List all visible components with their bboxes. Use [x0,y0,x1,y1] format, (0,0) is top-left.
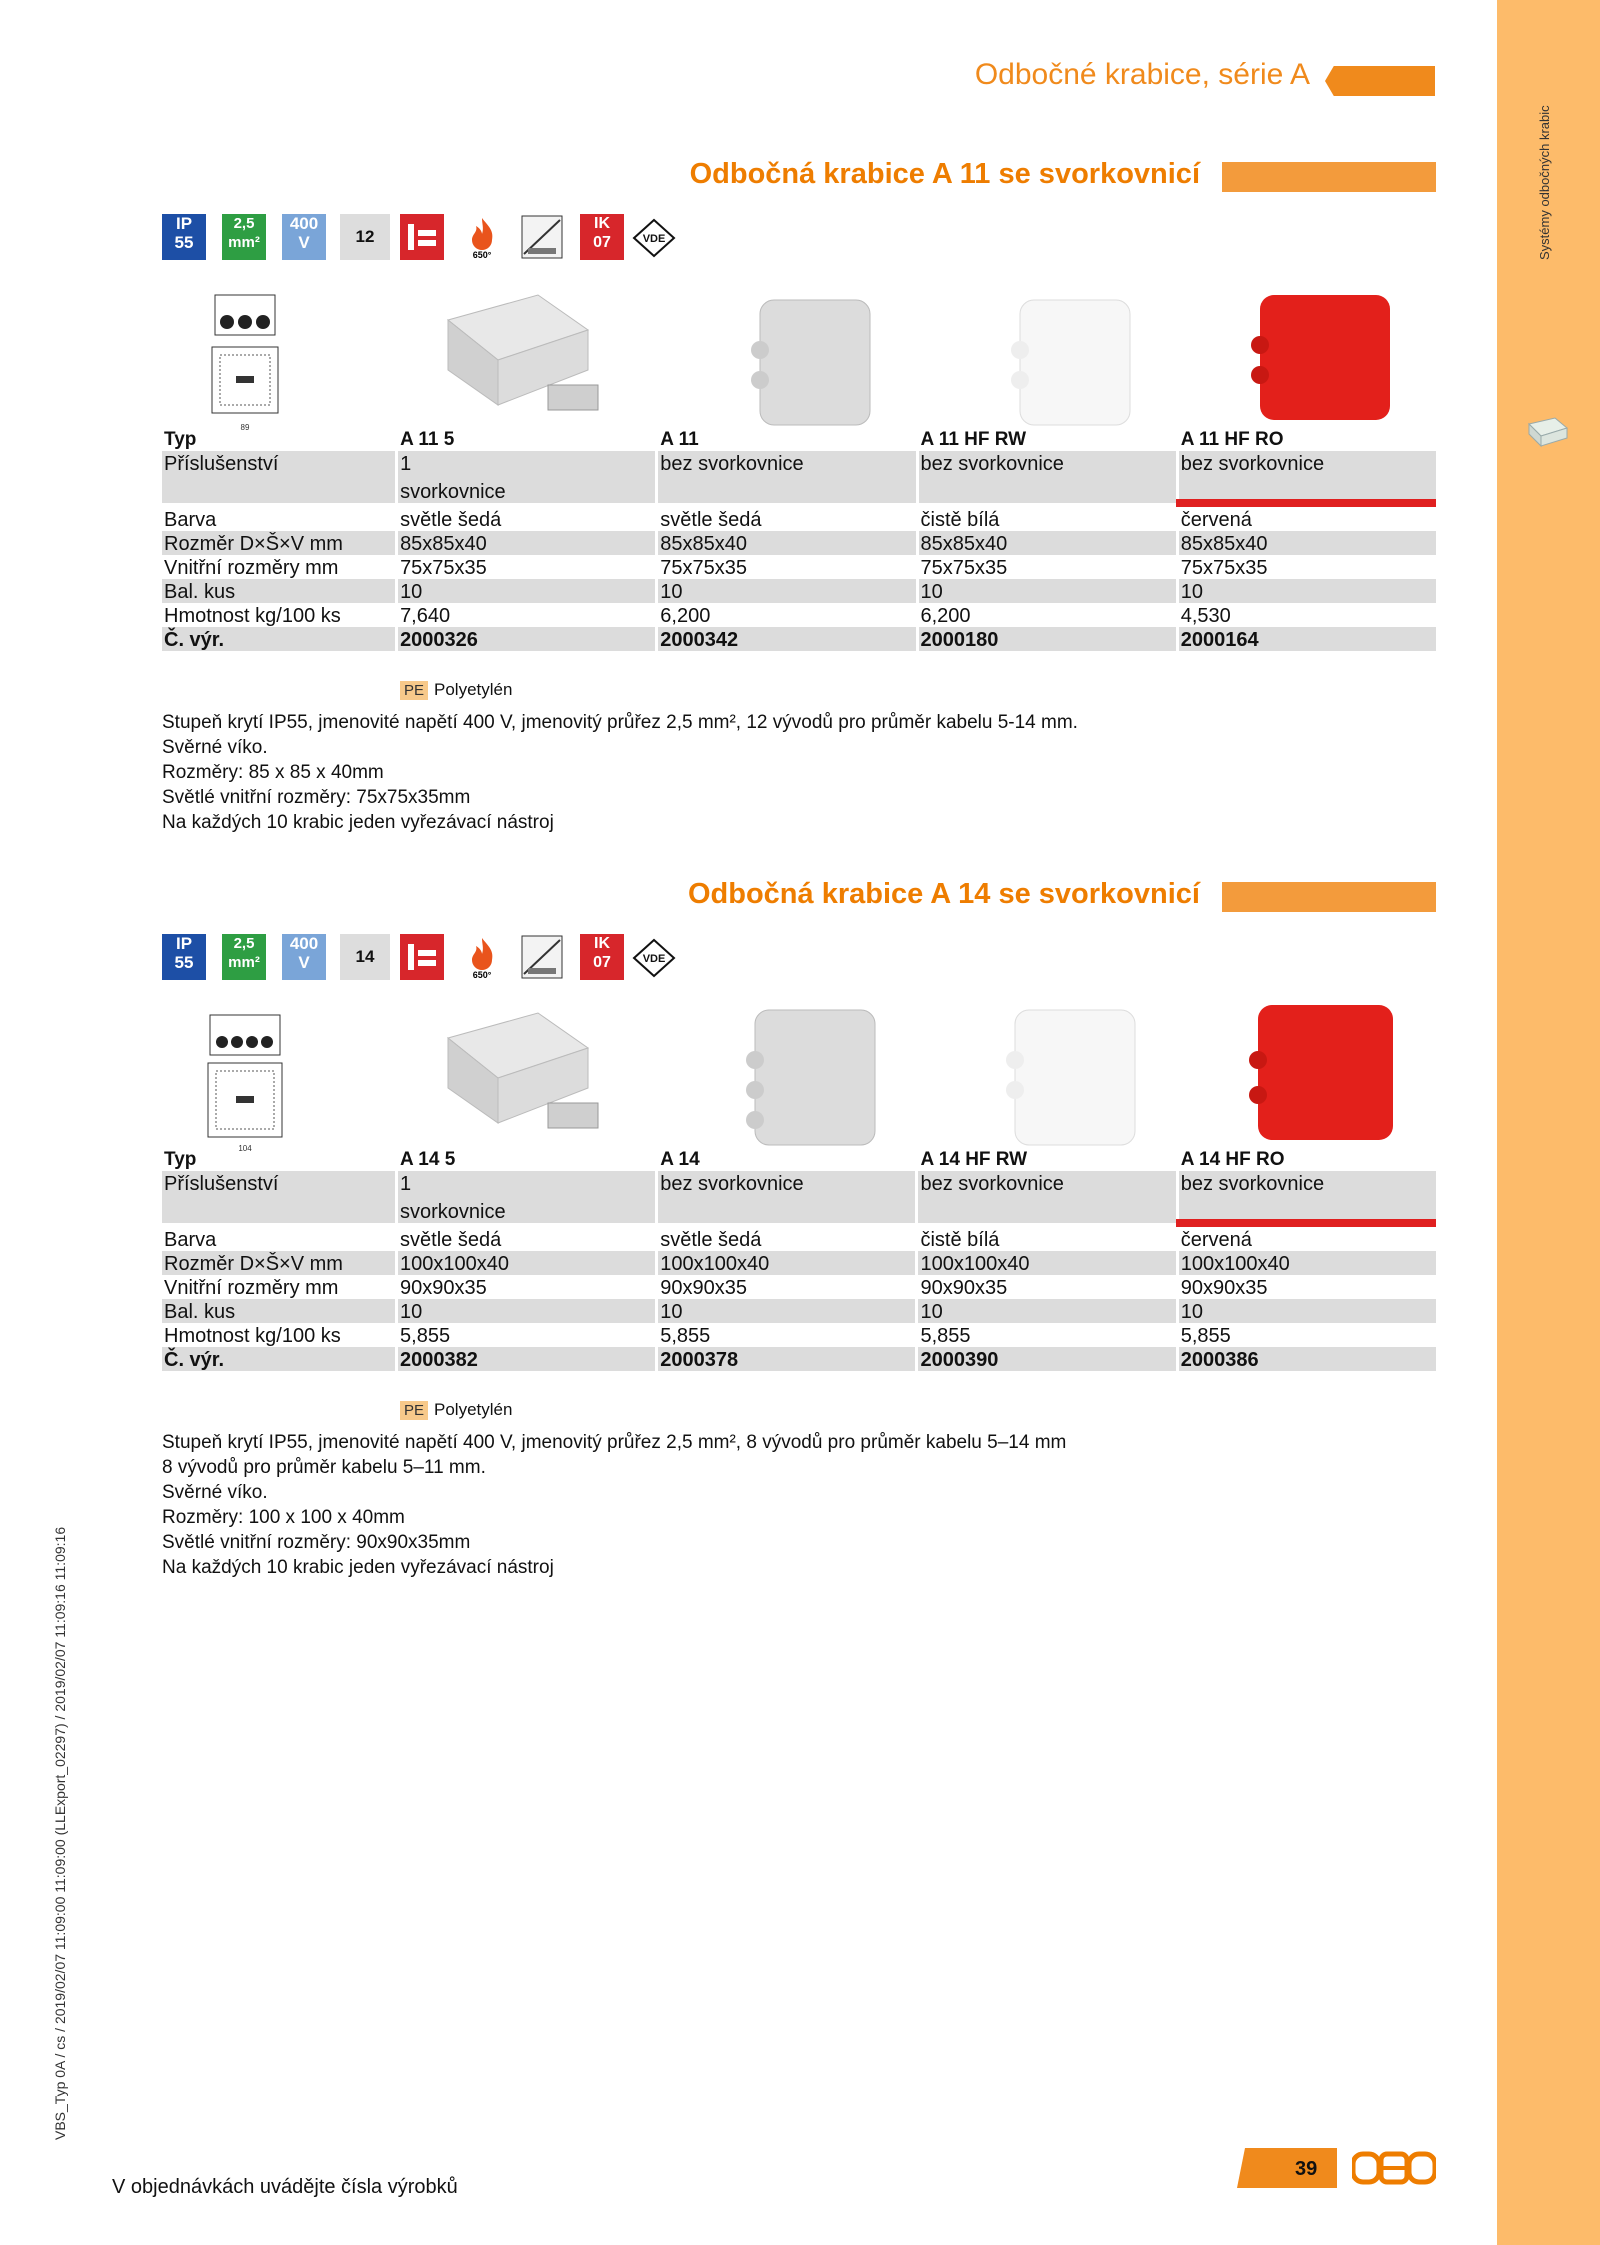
cutter-tool-icon [400,934,444,980]
dimension-value: 100x100x40 [1177,1251,1436,1275]
description-line: Stupeň krytí IP55, jmenovité napětí 400 V, jmenovitý průřez 2,5 mm², 12 vývodů pro průměr kabelu 5-14 mm. [162,712,1078,733]
dimension-value: 85x85x40 [917,531,1177,555]
article-number: 2000164 [1177,627,1436,651]
page-number-tab [1237,2148,1337,2188]
row-label: Bal. kus [162,1299,397,1323]
description-line: Rozměry: 100 x 100 x 40mm [162,1507,405,1528]
product-type: A 11 HF RW [917,427,1177,451]
product-photo-grey-with-terminal [428,1008,608,1158]
article-number: 2000390 [917,1347,1177,1371]
inner-dimension: 90x90x35 [917,1275,1177,1299]
material-note [400,1400,512,1420]
color-value: čistě bílá [917,503,1177,531]
material-badge: PE [400,681,428,700]
dimension-value: 85x85x40 [1177,531,1436,555]
pack-qty: 10 [917,1299,1177,1323]
description-line: Na každých 10 krabic jeden vyřezávací nástroj [162,1557,554,1578]
vde-mark-icon [632,214,676,260]
pack-qty: 10 [1177,1299,1436,1323]
pack-qty: 10 [397,1299,657,1323]
inner-dimension: 75x75x35 [397,555,657,579]
accessory: bez svorkovnice [657,1171,917,1195]
vde-mark-icon [632,934,676,980]
material-badge: PE [400,1401,428,1420]
svg-text:VDE: VDE [642,953,666,965]
weight-value: 5,855 [397,1323,657,1347]
dimension-value: 85x85x40 [397,531,657,555]
svg-text:89: 89 [240,423,250,432]
ik-rating-icon: IK 07 [580,214,624,260]
product-photo-grey [725,1005,905,1155]
inner-dimension: 75x75x35 [1177,555,1436,579]
article-number: 2000386 [1177,1347,1436,1371]
product-photo-white [985,1005,1165,1155]
product-description [162,1430,1066,1580]
dimension-value: 100x100x40 [657,1251,917,1275]
color-value: světle šedá [397,1223,657,1251]
material-note [400,680,512,700]
ip-rating-icon: IP 55 [162,214,206,260]
weight-value: 6,200 [917,603,1177,627]
article-number: 2000378 [657,1347,917,1371]
product-photo-white [985,290,1165,440]
description-line: Svěrné víko. [162,1482,268,1503]
footer-note: V objednávkách uvádějte čísla výrobků [112,2176,458,2198]
pack-qty: 10 [657,1299,917,1323]
halogen-free-icon [520,934,564,980]
svg-text:650°: 650° [472,970,492,980]
cross-section-icon: 2,5 mm² [222,934,266,980]
svg-text:104: 104 [238,1144,252,1153]
row-label: Typ [164,429,197,450]
dimension-value: 100x100x40 [917,1251,1177,1275]
description-line: Světlé vnitřní rozměry: 90x90x35mm [162,1532,471,1553]
product-type: A 11 HF RO [1177,427,1436,451]
product-photo-grey [725,290,905,440]
obo-logo [1352,2148,1436,2188]
row-label: Typ [164,1149,197,1170]
cross-section-icon: 2,5 mm² [222,214,266,260]
row-label: Příslušenství [162,1171,397,1195]
product-photo-red [1240,285,1420,435]
section-accent-bar [1222,162,1436,192]
product-description [162,710,1078,835]
color-value: světle šedá [397,503,657,531]
material-label: Polyetylén [434,1400,513,1419]
description-line: Světlé vnitřní rozměry: 75x75x35mm [162,787,471,808]
junction-box-icon [1525,414,1569,448]
ip-rating-icon: IP 55 [162,934,206,980]
description-line: 8 vývodů pro průměr kabelu 5–11 mm. [162,1457,486,1478]
row-label: Bal. kus [162,579,397,603]
section-accent-bar [1222,882,1436,912]
weight-value: 5,855 [1177,1323,1436,1347]
row-label: Vnitřní rozměry mm [164,1277,339,1299]
svg-text:650°: 650° [472,250,492,260]
article-number: 2000382 [397,1347,657,1371]
flame-icon [460,934,504,980]
side-tab [1497,0,1600,2245]
product-type: A 11 [657,427,917,451]
row-label: Hmotnost kg/100 ks [164,1325,341,1347]
ik-rating-icon: IK 07 [580,934,624,980]
accessory: svorkovnice [397,475,657,503]
accessory: bez svorkovnice [1177,451,1436,475]
section-title: Odbočná krabice A 14 se svorkovnicí [687,878,1200,910]
row-label: Vnitřní rozměry mm [164,557,339,579]
spec-table [162,1147,1436,1371]
cutter-tool-icon [400,214,444,260]
pack-qty: 10 [917,579,1177,603]
halogen-free-icon [520,214,564,260]
spec-table [162,427,1436,651]
color-value: červená [1177,503,1436,531]
dimension-value: 85x85x40 [657,531,917,555]
article-number: 2000180 [917,627,1177,651]
product-photo-grey-with-terminal [428,290,608,440]
voltage-icon: 400 V [282,934,326,980]
accessory: svorkovnice [397,1195,657,1223]
pack-qty: 10 [657,579,917,603]
row-label: Č. výr. [162,627,397,651]
row-label: Barva [164,1229,217,1251]
inner-dimension: 90x90x35 [1177,1275,1436,1299]
weight-value: 5,855 [917,1323,1177,1347]
description-line: Na každých 10 krabic jeden vyřezávací nástroj [162,812,554,833]
svg-text:VDE: VDE [642,233,666,245]
accessory: 1 [397,1171,657,1195]
page-number: 39 [1295,2158,1318,2180]
flame-icon [460,214,504,260]
outlets-count-icon: 12 [340,214,390,260]
pack-qty: 10 [397,579,657,603]
color-value: světle šedá [657,1223,917,1251]
accessory: bez svorkovnice [917,451,1177,475]
description-line: Rozměry: 85 x 85 x 40mm [162,762,384,783]
article-number: 2000326 [397,627,657,651]
weight-value: 5,855 [657,1323,917,1347]
page-header-title: Odbočné krabice, série A [974,58,1310,91]
outlets-count-icon: 14 [340,934,390,980]
technical-drawing [190,1005,300,1155]
row-label: Č. výr. [162,1347,397,1371]
inner-dimension: 75x75x35 [657,555,917,579]
accessory: bez svorkovnice [917,1171,1177,1195]
weight-value: 4,530 [1177,603,1436,627]
header-accent-bar [1325,66,1435,96]
product-type: A 14 [657,1147,917,1171]
row-label: Hmotnost kg/100 ks [164,605,341,627]
voltage-icon: 400 V [282,214,326,260]
accessory: bez svorkovnice [657,451,917,475]
article-number: 2000342 [657,627,917,651]
dimension-value: 100x100x40 [397,1251,657,1275]
description-line: Stupeň krytí IP55, jmenovité napětí 400 V, jmenovitý průřez 2,5 mm², 8 vývodů pro průměr kabelu 5–14 mm [162,1432,1067,1453]
sidebar-label [1537,240,1600,260]
product-type: A 14 HF RW [917,1147,1177,1171]
color-value: čistě bílá [917,1223,1177,1251]
product-type: A 14 5 [397,1147,657,1171]
weight-value: 6,200 [657,603,917,627]
weight-value: 7,640 [397,603,657,627]
row-label: Barva [164,509,217,531]
section-title: Odbočná krabice A 11 se svorkovnicí [689,158,1200,190]
color-value: světle šedá [657,503,917,531]
print-metadata: VBS_Typ 0A / cs / 2019/02/07 11:09:00 11:09:00 (LLExport_02297) / 2019/02/07 11:09:16 11:09:16 [52,1526,68,2140]
pack-qty: 10 [1177,579,1436,603]
technical-drawing [190,285,300,435]
product-type: A 11 5 [397,427,657,451]
row-label: Rozměr D×Š×V mm [162,1251,397,1275]
inner-dimension: 90x90x35 [657,1275,917,1299]
row-label: Rozměr D×Š×V mm [162,531,397,555]
inner-dimension: 75x75x35 [917,555,1177,579]
material-label: Polyetylén [434,680,513,699]
product-photo-red [1240,1000,1420,1150]
product-type: A 14 HF RO [1177,1147,1436,1171]
accessory: bez svorkovnice [1177,1171,1436,1195]
color-value: červená [1177,1223,1436,1251]
accessory: 1 [397,451,657,475]
description-line: Svěrné víko. [162,737,268,758]
row-label: Příslušenství [162,451,397,475]
inner-dimension: 90x90x35 [397,1275,657,1299]
